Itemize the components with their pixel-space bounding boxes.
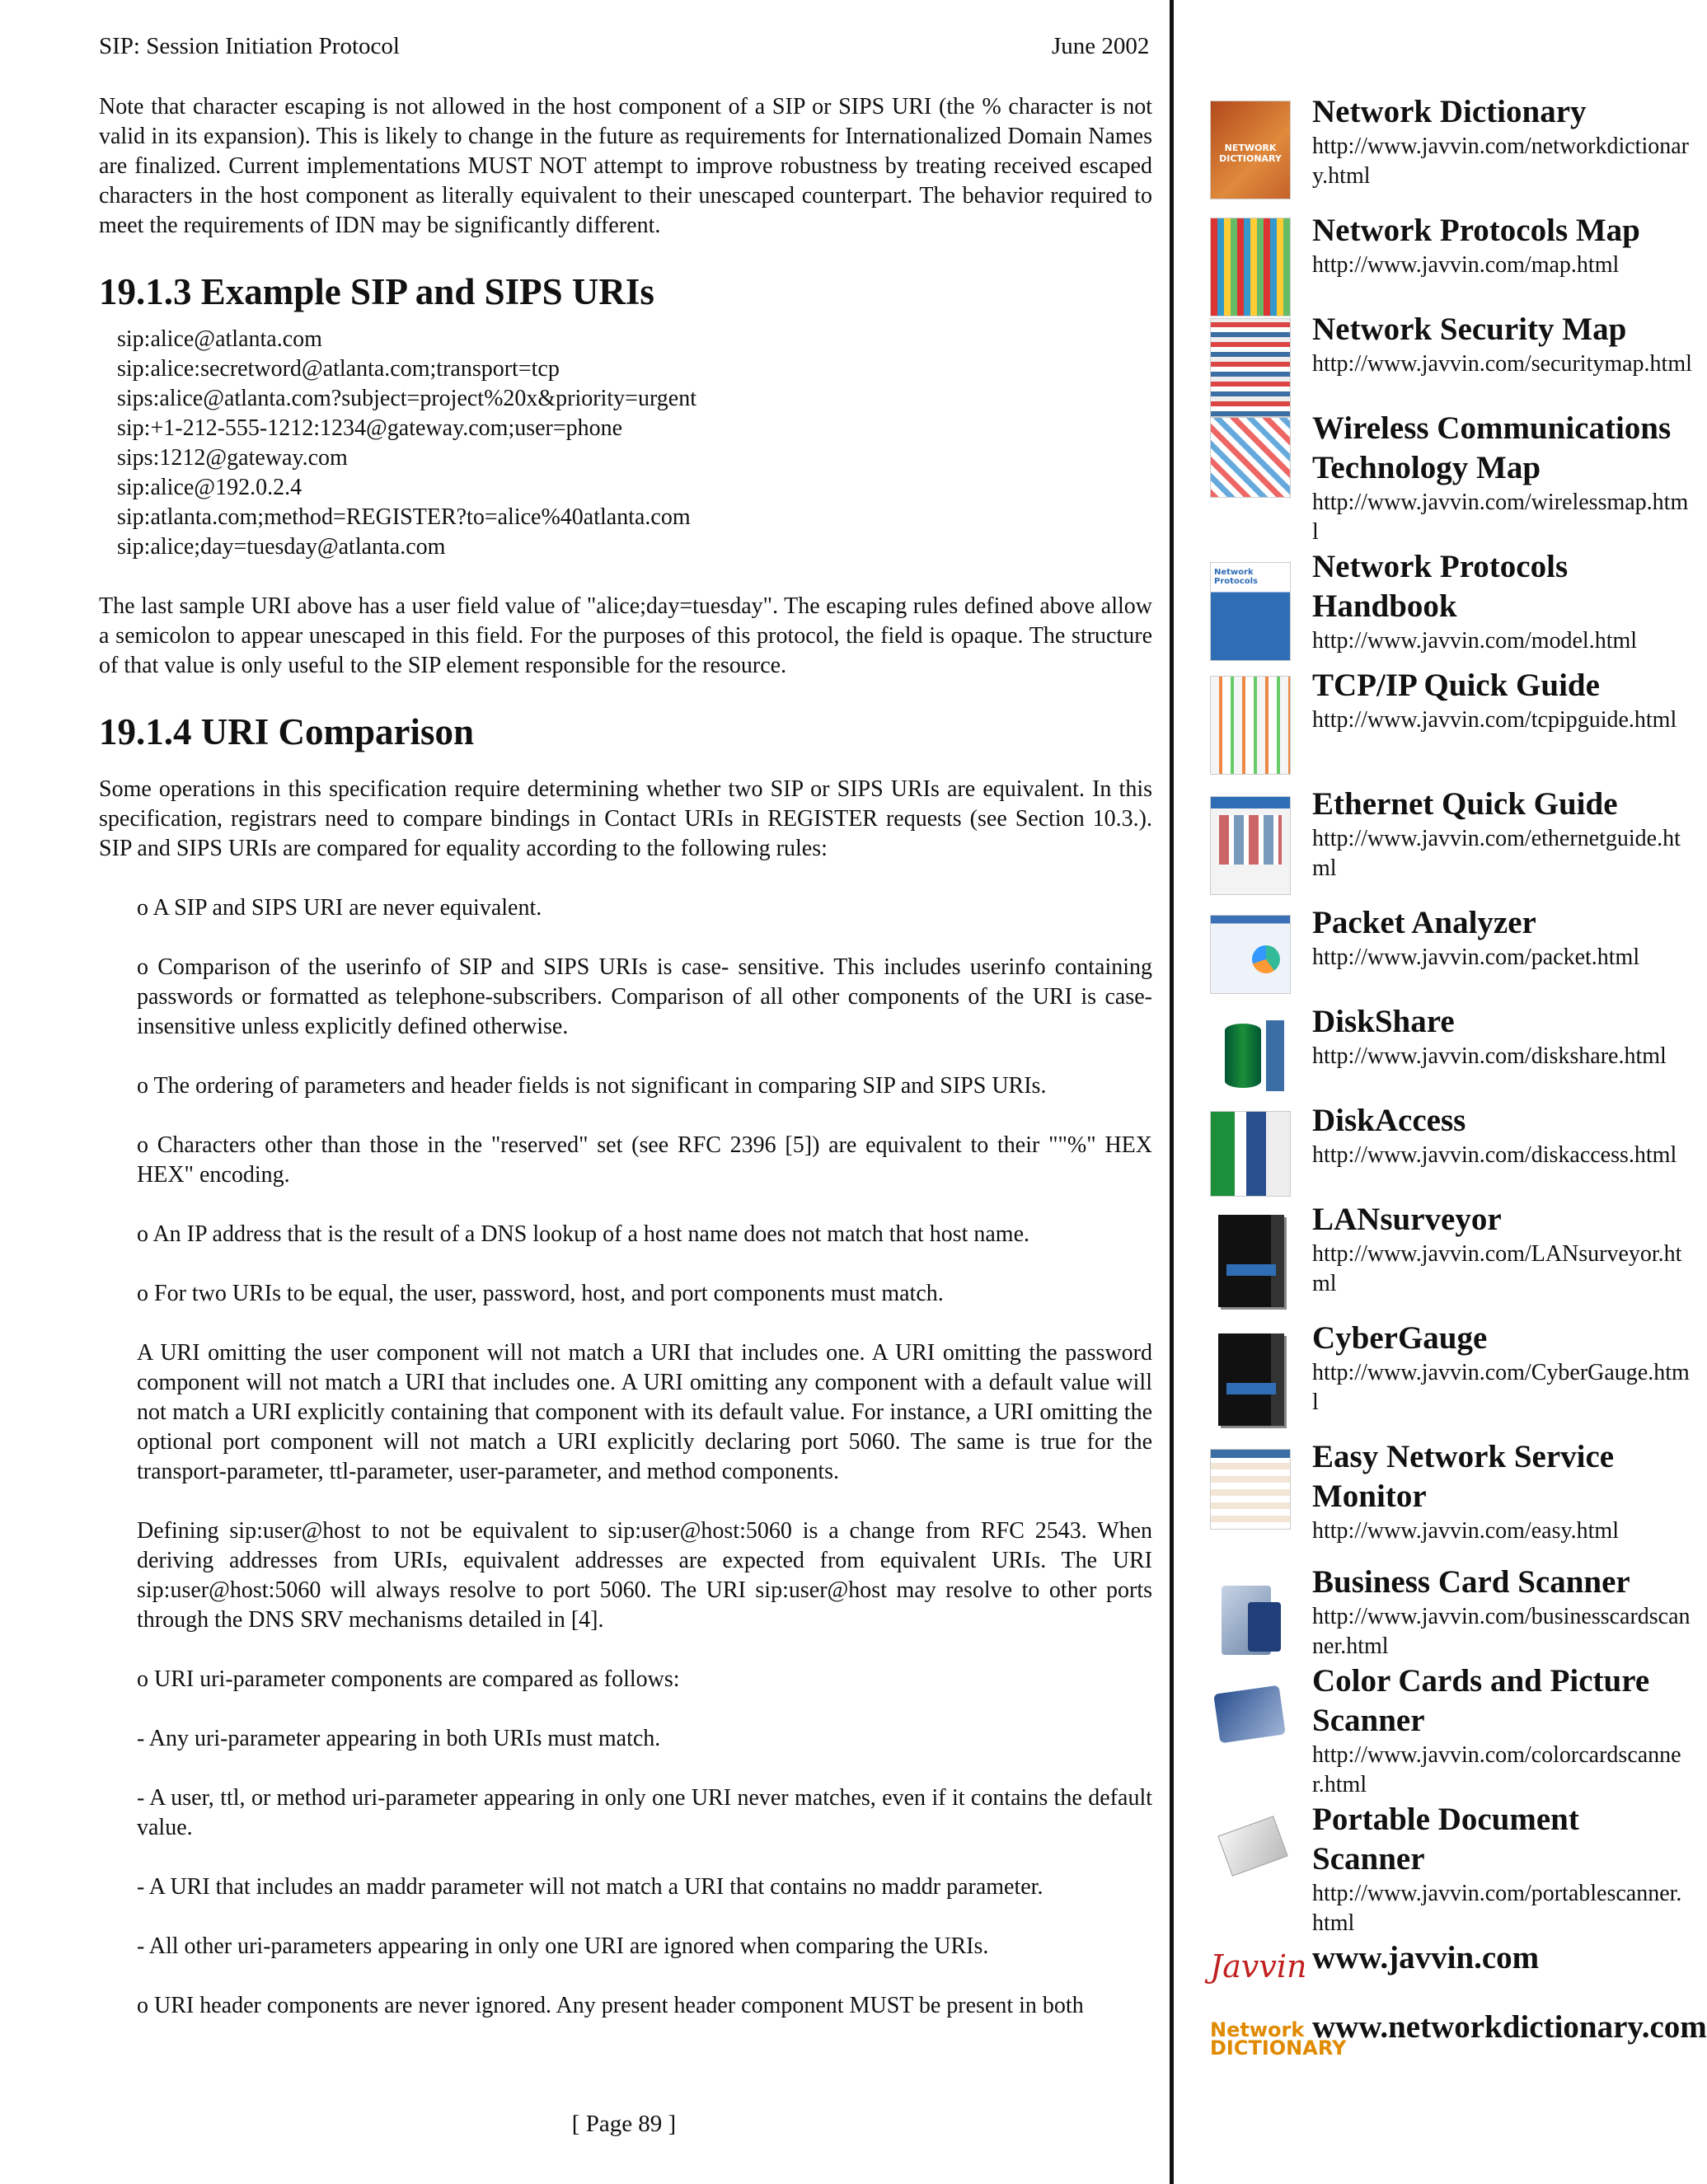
security-map-poster-icon[interactable] (1210, 318, 1291, 417)
ad-title[interactable]: DiskAccess (1312, 1103, 1466, 1138)
ad-link[interactable]: http://www.javvin.com/packet.html (1312, 944, 1640, 970)
ad-title[interactable]: CyberGauge (1312, 1320, 1488, 1356)
ad-link[interactable]: http://www.javvin.com/easy.html (1312, 1518, 1619, 1544)
ad-title[interactable]: Network Protocols Handbook (1312, 549, 1569, 624)
ad-link[interactable]: http://www.javvin.com/model.html (1312, 628, 1638, 654)
section-heading-comparison: 19.1.4 URI Comparison (99, 711, 475, 752)
paragraph-escaping: Note that character escaping is not allowed in the host component of a SIP or SIPS URI (the % character is not valid in its expansion). This is likely to change in the future as requirements for Internationalized Domain Names are finalized. Current implementations MUST NOT attempt to improve robustness by treating received escaped characters in the host component as literally equivalent to their unescaped counterpart. The behavior required to meet the requirements of IDN may be significantly different. (99, 94, 1152, 238)
ad-link[interactable]: http://www.javvin.com/wirelessmap.html (1312, 490, 1689, 545)
ad-link[interactable]: http://www.javvin.com/networkdictionary.html (1312, 134, 1689, 189)
rule-item: o URI header components are never ignored. Any present header component MUST be present in both (137, 1993, 1084, 2018)
example-uri: sip:alice@192.0.2.4 (117, 475, 302, 500)
sub-rule-item: - A URI that includes an maddr parameter will not match a URI that contains no maddr parameter. (137, 1874, 1043, 1900)
ad-sidebar (1174, 0, 1707, 2184)
card-scanner-icon[interactable] (1210, 1577, 1291, 1660)
ad-link[interactable]: http://www.javvin.com/businesscardscanner.html (1312, 1604, 1691, 1659)
javvin-logo-icon[interactable]: Javvin (1210, 1948, 1291, 1998)
paragraph-omitting: A URI omitting the user component will not match a URI that includes one. A URI omitting the password component will not match a URI that includes one. A URI omitting any component with a default value will not match a URI explicitly containing that component with its default value. For instance, a URI omitting the optional port component will not match a URI explicitly declaring port 5060. The same is true for the transport-parameter, ttl-parameter, user-parameter, and method components. (137, 1340, 1152, 1484)
section-heading-examples: 19.1.3 Example SIP and SIPS URIs (99, 271, 654, 312)
diskshare-icon[interactable] (1210, 1012, 1291, 1098)
ad-title[interactable]: LANsurveyor (1312, 1202, 1502, 1237)
network-monitor-screenshot-icon[interactable] (1210, 1449, 1291, 1530)
ad-title[interactable]: Network Security Map (1312, 312, 1627, 347)
diskaccess-icon[interactable] (1210, 1111, 1291, 1197)
ad-title[interactable]: Network Dictionary (1312, 94, 1587, 129)
ad-title[interactable]: Color Cards and Picture Scanner (1312, 1663, 1650, 1738)
sub-rule-item: - A user, ttl, or method uri-parameter appearing in only one URI never matches, even if it contains the default value. (137, 1785, 1152, 1840)
rule-item: o For two URIs to be equal, the user, password, host, and port components must match. (137, 1281, 944, 1306)
ad-link[interactable]: http://www.javvin.com/map.html (1312, 252, 1620, 278)
example-uri: sip:alice:secretword@atlanta.com;transport=tcp (117, 356, 560, 382)
ad-title[interactable]: Business Card Scanner (1312, 1564, 1630, 1600)
ad-link[interactable]: http://www.javvin.com/ethernetguide.html (1312, 826, 1681, 881)
wireless-map-poster-icon[interactable] (1210, 417, 1291, 498)
example-uri: sip:atlanta.com;method=REGISTER?to=alice%40atlanta.com (117, 504, 691, 530)
document-scanner-icon[interactable] (1210, 1808, 1291, 1891)
packet-analyzer-screenshot-icon[interactable] (1210, 915, 1291, 994)
rule-item: o Comparison of the userinfo of SIP and SIPS URIs is case- sensitive. This includes userinfo containing passwords or formatted as telephone-subscribers. Comparison of all other components of the URI is case-insensitive unless explicitly defined otherwise. (137, 954, 1152, 1039)
ad-title[interactable]: www.javvin.com (1312, 1940, 1540, 1975)
ad-title[interactable]: Wireless Communications Technology Map (1312, 410, 1672, 485)
ad-title[interactable]: www.networkdictionary.com (1312, 2009, 1707, 2045)
ad-link[interactable]: http://www.javvin.com/diskshare.html (1312, 1043, 1667, 1069)
tcpip-guide-icon[interactable] (1210, 676, 1291, 775)
protocols-handbook-icon[interactable]: Network Protocols (1210, 562, 1291, 661)
cybergauge-box-icon[interactable] (1218, 1333, 1284, 1426)
comparison-rules (99, 893, 1152, 2021)
example-uri-list (99, 325, 1152, 562)
sub-rule-item: - Any uri-parameter appearing in both URIs must match. (137, 1726, 661, 1751)
running-header-title: SIP: Session Initiation Protocol (99, 33, 400, 59)
ad-title[interactable]: Packet Analyzer (1312, 905, 1536, 940)
protocols-map-poster-icon[interactable] (1210, 218, 1291, 316)
paragraph-last-sample: The last sample URI above has a user field value of "alice;day=tuesday". The escaping rules defined above allow a semicolon to appear unescaped in this field. For the purposes of this protocol, the field is opaque. The structure of that value is only useful to the SIP element responsible for the resource. (99, 593, 1152, 678)
network-dictionary-book-icon[interactable]: NETWORK DICTIONARY (1210, 101, 1291, 199)
example-uri: sip:alice@atlanta.com (117, 326, 322, 352)
lansurveyor-box-icon[interactable] (1218, 1215, 1284, 1307)
paragraph-defining: Defining sip:user@host to not be equivalent to sip:user@host:5060 is a change from RFC 2543. When deriving addresses from URIs, equivalent addresses are expected from equivalent URIs. The URI sip:user@host:5060 will always resolve to port 5060. The URI sip:user@host may resolve to other ports through the DNS SRV mechanisms detailed in [4]. (137, 1518, 1152, 1633)
rule-item: o An IP address that is the result of a DNS lookup of a host name does not match that host name. (137, 1221, 1030, 1247)
ad-title[interactable]: Network Protocols Map (1312, 213, 1640, 248)
ad-link[interactable]: http://www.javvin.com/LANsurveyor.html (1312, 1241, 1682, 1296)
example-uri: sips:1212@gateway.com (117, 445, 348, 471)
rule-item: o URI uri-parameter components are compared as follows: (137, 1666, 680, 1692)
running-header-date: June 2002 (1052, 33, 1150, 59)
ad-link[interactable]: http://www.javvin.com/CyberGauge.html (1312, 1360, 1690, 1415)
rule-item: o The ordering of parameters and header fields is not significant in comparing SIP and SIPS URIs. (137, 1073, 1047, 1099)
page-number: [ Page 89 ] (571, 2111, 677, 2137)
main-content (99, 92, 1152, 2021)
sub-rule-item: - All other uri-parameters appearing in only one URI are ignored when comparing the URIs. (137, 1933, 989, 1959)
ad-link[interactable]: http://www.javvin.com/tcpipguide.html (1312, 707, 1677, 733)
network-dictionary-logo-icon[interactable]: Network DICTIONARY (1210, 2021, 1291, 2067)
example-uri: sip:+1-212-555-1212:1234@gateway.com;user=phone (117, 415, 623, 441)
paragraph-comparison-intro: Some operations in this specification require determining whether two SIP or SIPS URIs are equivalent. In this specification, registrars need to compare bindings in Contact URIs in REGISTER requests (see Section 10.3.). SIP and SIPS URIs are compared for equality according to the following rules: (99, 776, 1152, 861)
ad-title[interactable]: Portable Document Scanner (1312, 1802, 1579, 1877)
example-uri: sips:alice@atlanta.com?subject=project%20x&priority=urgent (117, 386, 696, 411)
ad-title[interactable]: DiskShare (1312, 1004, 1455, 1039)
ethernet-guide-icon[interactable] (1210, 796, 1291, 895)
ad-title[interactable]: Easy Network Service Monitor (1312, 1439, 1615, 1514)
picture-scanner-icon[interactable] (1210, 1676, 1291, 1755)
ad-link[interactable]: http://www.javvin.com/colorcardscanner.html (1312, 1742, 1681, 1797)
ad-title[interactable]: TCP/IP Quick Guide (1312, 668, 1600, 703)
ad-link[interactable]: http://www.javvin.com/securitymap.html (1312, 351, 1692, 377)
rule-item: o Characters other than those in the "reserved" set (see RFC 2396 [5]) are equivalent to their ""%" HEX HEX" encoding. (137, 1132, 1152, 1188)
ad-link[interactable]: http://www.javvin.com/diskaccess.html (1312, 1142, 1677, 1168)
example-uri: sip:alice;day=tuesday@atlanta.com (117, 534, 446, 560)
ad-title[interactable]: Ethernet Quick Guide (1312, 786, 1618, 822)
rule-item: o A SIP and SIPS URI are never equivalent. (137, 895, 542, 921)
ad-link[interactable]: http://www.javvin.com/portablescanner.html (1312, 1881, 1682, 1936)
